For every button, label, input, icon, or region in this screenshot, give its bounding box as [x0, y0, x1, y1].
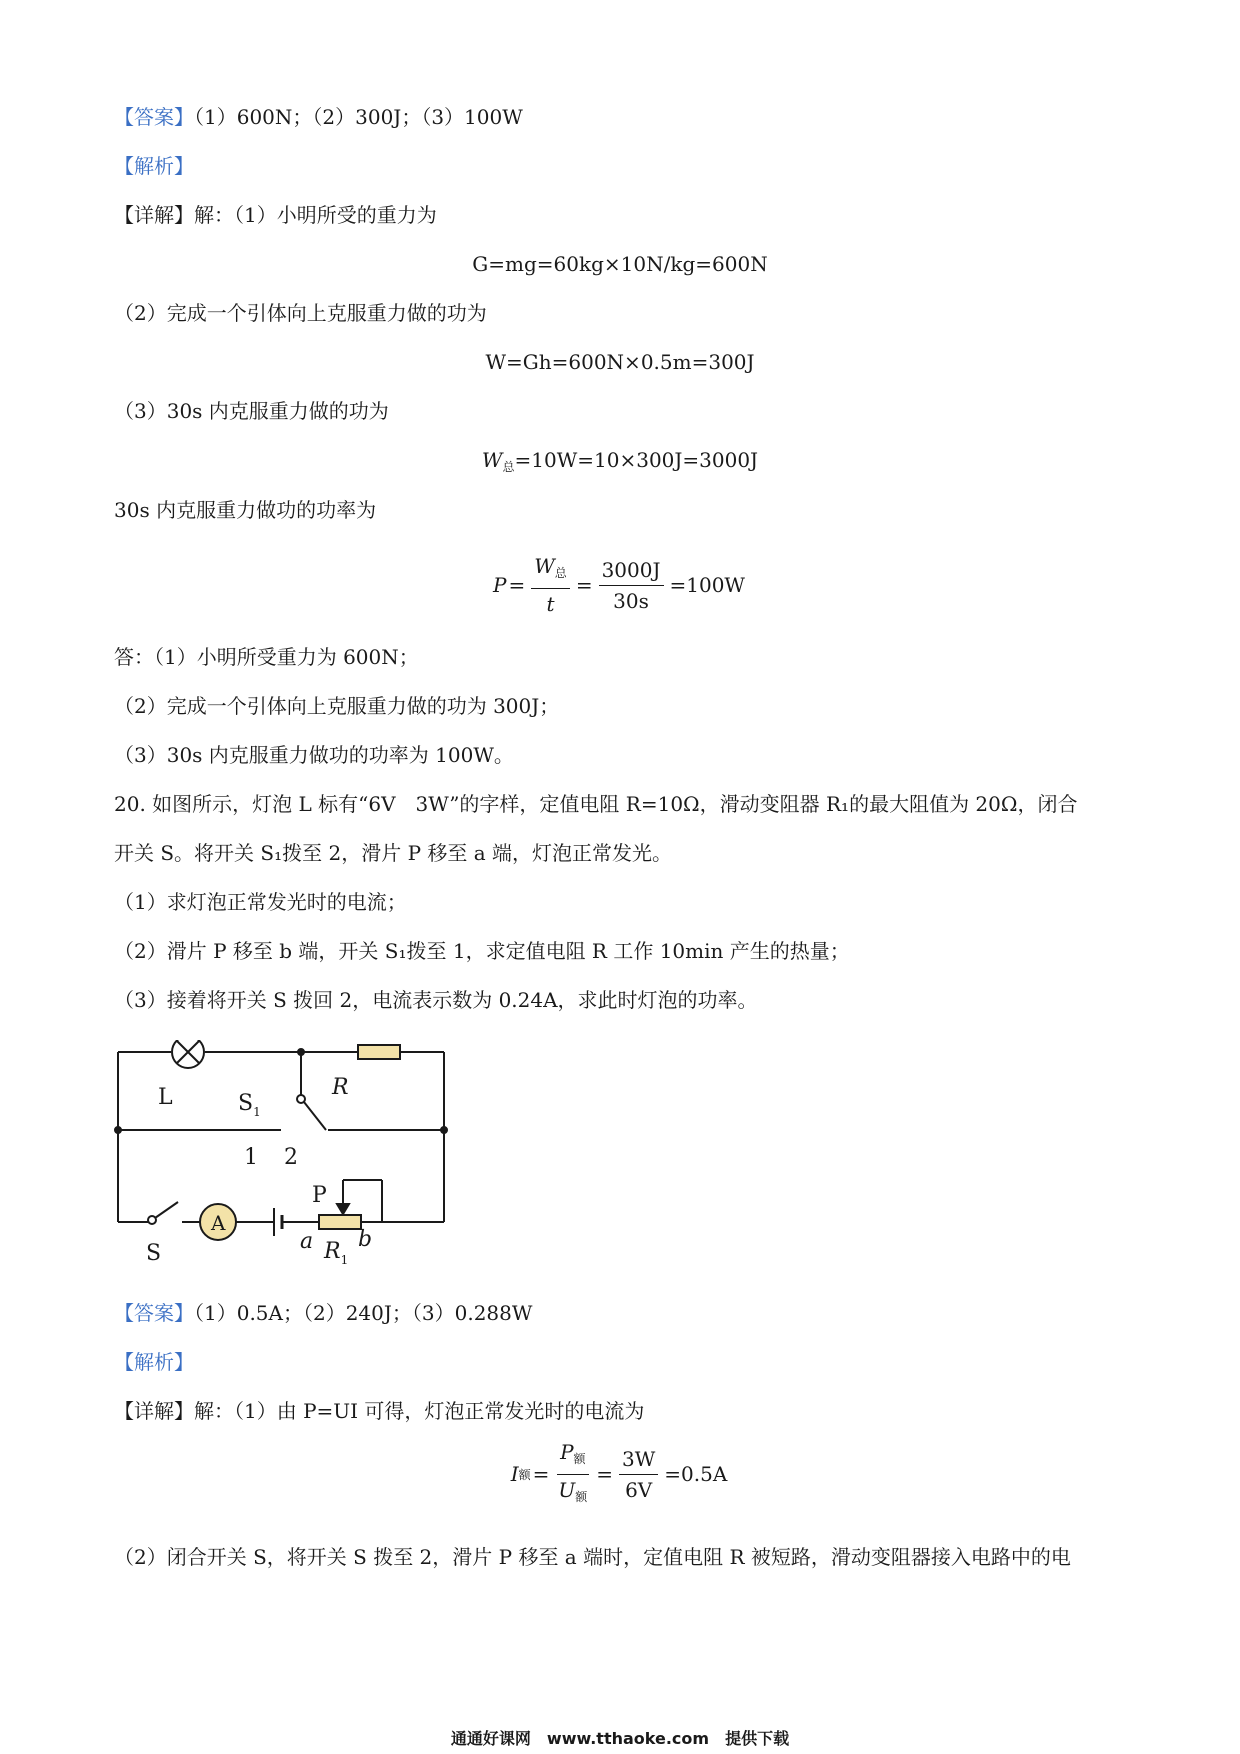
page-footer: 通通好课网 www.tthaoke.com 提供下载 [450, 1729, 790, 1748]
detail-tag: 【详解】 [114, 1399, 194, 1423]
resistor-r [358, 1045, 400, 1059]
label-l: L [158, 1085, 173, 1110]
label-s1: $S_1$ [238, 1091, 261, 1119]
question-2-text: （2）完成一个引体向上克服重力做的功为 [114, 301, 487, 325]
detail-text: 解：（1）小明所受的重力为 [194, 203, 437, 227]
formula-power: P = $\frac{W_总}{t}$ = $\frac{3000J}{30s}$ =100W [0, 553, 1240, 617]
slider-p [337, 1204, 349, 1214]
problem-20-q1: （1）求灯泡正常发光时的电流； [114, 890, 407, 914]
detail-line-1 [114, 201, 437, 229]
switch-s [155, 1202, 178, 1218]
continuation-line: （2）闭合开关 S，将开关 S 拨至 2，滑片 P 移至 a 端时，定值电阻 R 被短路，滑动变阻器接入电路中的电 [114, 1545, 1071, 1569]
rheostat-r1 [319, 1215, 361, 1229]
analysis-tag: 【解析】 [114, 1350, 194, 1374]
detail-tag: 【详解】 [114, 203, 194, 227]
label-s: S [146, 1241, 162, 1266]
answer-line-1 [114, 103, 523, 131]
problem-20-line-2: 开关 S。将开关 S₁拨至 2，滑片 P 移至 a 端，灯泡正常发光。 [114, 841, 673, 865]
label-r1: $R_1$ [324, 1239, 349, 1267]
analysis-tag: 【解析】 [114, 154, 194, 178]
problem-20-q3: （3）接着将开关 S 拨回 2，电流表示数为 0.24A，求此时灯泡的功率。 [114, 988, 758, 1012]
conclusion-1: 答：（1）小明所受重力为 600N； [114, 645, 419, 669]
answer-text: （1）600N；（2）300J；（3）100W [194, 105, 523, 129]
label-1: 1 [244, 1145, 258, 1170]
formula-gravity: G=mg=60kg×10N/kg=600N [472, 252, 768, 276]
label-a: a [300, 1229, 314, 1254]
problem-20-q2: （2）滑片 P 移至 b 端，开关 S₁拨至 1，求定值电阻 R 工作 10min 产生的热量； [114, 939, 850, 963]
problem-20-line-1: 20. 如图所示，灯泡 L 标有“6V 3W”的字样，定值电阻 R=10Ω，滑动变阻器 R₁的最大阻值为 20Ω，闭合 [114, 792, 1078, 816]
formula-total-work: $W_总=10W=10\times 300J=3000J$ [481, 448, 759, 474]
conclusion-2: （2）完成一个引体向上克服重力做的功为 300J； [114, 694, 560, 718]
answer-tag: 【答案】 [114, 1301, 194, 1325]
question-3-text: （3）30s 内克服重力做的功为 [114, 399, 389, 423]
detail-line-2 [114, 1397, 644, 1425]
answer-tag: 【答案】 [114, 105, 194, 129]
label-b: b [358, 1227, 373, 1252]
label-2: 2 [284, 1145, 298, 1170]
answer-text: （1）0.5A；（2）240J；（3）0.288W [194, 1301, 533, 1325]
formula-work: W=Gh=600N×0.5m=300J [485, 350, 755, 374]
lamp-icon [172, 1040, 204, 1068]
label-a-ammeter: A [211, 1211, 226, 1235]
answer-line-2 [114, 1299, 532, 1327]
formula-current: I 额 = $\frac{P_额}{U_额}$ = $\frac{3W}{6V}$ =0.5A [0, 1442, 1240, 1506]
label-r: R [332, 1075, 349, 1100]
label-p: P [312, 1183, 327, 1208]
detail-text: 解：（1）由 P=UI 可得，灯泡正常发光时的电流为 [194, 1399, 645, 1423]
switch-s1-pivot [297, 1095, 305, 1103]
power-intro: 30s 内克服重力做功的功率为 [114, 498, 377, 522]
conclusion-3: （3）30s 内克服重力做功的功率为 100W。 [114, 743, 514, 767]
circuit-diagram [108, 1040, 468, 1270]
